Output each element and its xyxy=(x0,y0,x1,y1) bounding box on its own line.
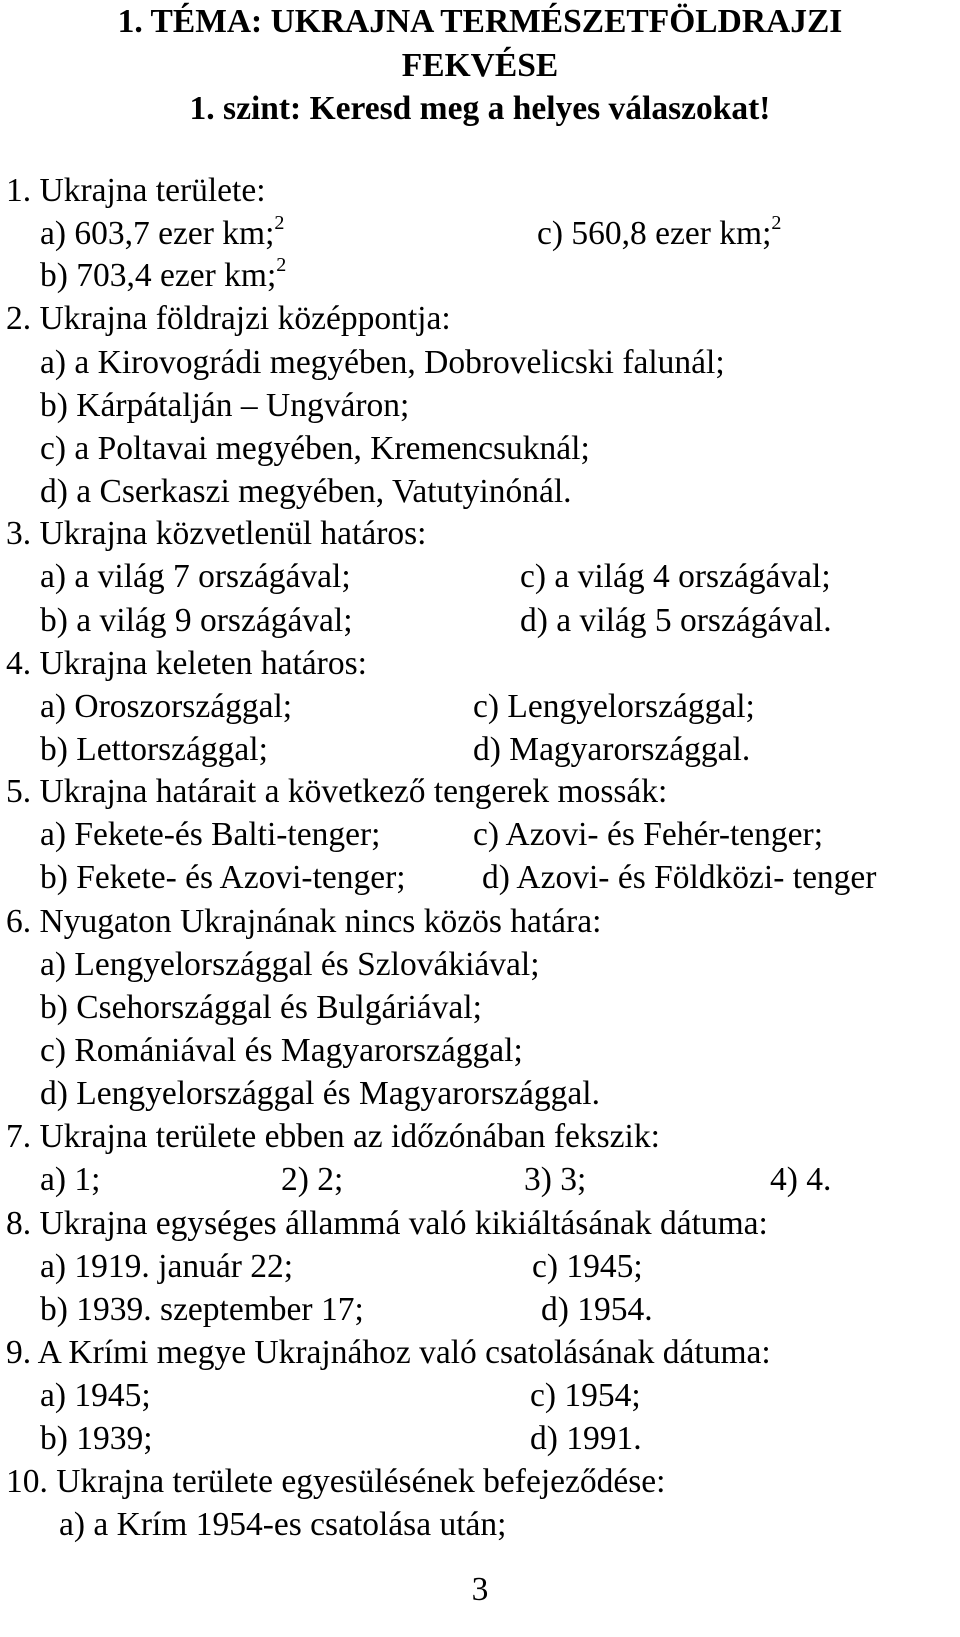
q5-option-c: c) Azovi- és Fehér-tenger; xyxy=(473,816,823,853)
question-2: 2. Ukrajna földrajzi középpontja: xyxy=(6,300,451,337)
q5-option-a: a) Fekete-és Balti-tenger; xyxy=(40,816,381,853)
q7-option-4: 4) 4. xyxy=(770,1161,832,1198)
q7-option-1: a) 1; xyxy=(40,1161,101,1198)
q3-option-d: d) a világ 5 országával. xyxy=(520,602,832,639)
q6-option-c: c) Romániával és Magyarországgal; xyxy=(40,1032,523,1069)
q1-option-c: c) 560,8 ezer km;$^2$ xyxy=(537,211,782,252)
q1-option-a: a) 603,7 ezer km;$^2$ xyxy=(40,211,285,252)
q2-option-a: a) a Kirovográdi megyében, Dobrovelicski falunál; xyxy=(40,344,725,381)
page-number: 3 xyxy=(471,1571,489,1608)
q3-option-a: a) a világ 7 országával; xyxy=(40,558,351,595)
question-6: 6. Nyugaton Ukrajnának nincs közös határa: xyxy=(6,903,602,940)
q2-option-b: b) Kárpátalján – Ungváron; xyxy=(40,387,410,424)
question-5: 5. Ukrajna határait a következő tengerek mossák: xyxy=(6,773,668,810)
q6-option-b: b) Csehországgal és Bulgáriával; xyxy=(40,989,482,1026)
level-instruction: 1. szint: Keresd meg a helyes válaszokat! xyxy=(189,90,771,127)
q9-option-d: d) 1991. xyxy=(530,1420,642,1457)
q3-option-c: c) a világ 4 országával; xyxy=(520,558,831,595)
q9-option-b: b) 1939; xyxy=(40,1420,153,1457)
question-7: 7. Ukrajna területe ebben az időzónában fekszik: xyxy=(6,1118,660,1155)
q8-option-c: c) 1945; xyxy=(532,1248,643,1285)
q7-option-2: 2) 2; xyxy=(281,1161,344,1198)
q10-option-a: a) a Krím 1954-es csatolása után; xyxy=(59,1506,507,1543)
q7-option-3: 3) 3; xyxy=(524,1161,587,1198)
question-10: 10. Ukrajna területe egyesülésének befejeződése: xyxy=(6,1463,666,1500)
q4-option-c: c) Lengyelországgal; xyxy=(473,688,755,725)
q8-option-a: a) 1919. január 22; xyxy=(40,1248,294,1285)
question-9: 9. A Krími megye Ukrajnához való csatolásának dátuma: xyxy=(6,1334,771,1371)
page-title: 1. TÉMA: UKRAJNA TERMÉSZETFÖLDRAJZI xyxy=(117,3,843,40)
q2-option-d: d) a Cserkaszi megyében, Vatutyinónál. xyxy=(40,473,572,510)
q8-option-d: d) 1954. xyxy=(541,1291,653,1328)
question-1: 1. Ukrajna területe: xyxy=(6,172,266,209)
q4-option-d: d) Magyarországgal. xyxy=(473,731,751,768)
question-8: 8. Ukrajna egységes állammá való kikiáltásának dátuma: xyxy=(6,1205,768,1242)
q5-option-b: b) Fekete- és Azovi-tenger; xyxy=(40,859,406,896)
q3-option-b: b) a világ 9 országával; xyxy=(40,602,353,639)
q1-option-b: b) 703,4 ezer km;$^2$ xyxy=(40,253,287,294)
question-3: 3. Ukrajna közvetlenül határos: xyxy=(6,515,427,552)
q6-option-a: a) Lengyelországgal és Szlovákiával; xyxy=(40,946,540,983)
question-4: 4. Ukrajna keleten határos: xyxy=(6,645,367,682)
q5-option-d: d) Azovi- és Földközi- tenger xyxy=(482,859,877,896)
q4-option-a: a) Oroszországgal; xyxy=(40,688,293,725)
q8-option-b: b) 1939. szeptember 17; xyxy=(40,1291,364,1328)
q9-option-a: a) 1945; xyxy=(40,1377,151,1414)
q6-option-d: d) Lengyelországgal és Magyarországgal. xyxy=(40,1075,600,1112)
q2-option-c: c) a Poltavai megyében, Kremencsuknál; xyxy=(40,430,590,467)
page-title-continued: FEKVÉSE xyxy=(401,47,559,84)
q4-option-b: b) Lettországgal; xyxy=(40,731,268,768)
q9-option-c: c) 1954; xyxy=(530,1377,641,1414)
